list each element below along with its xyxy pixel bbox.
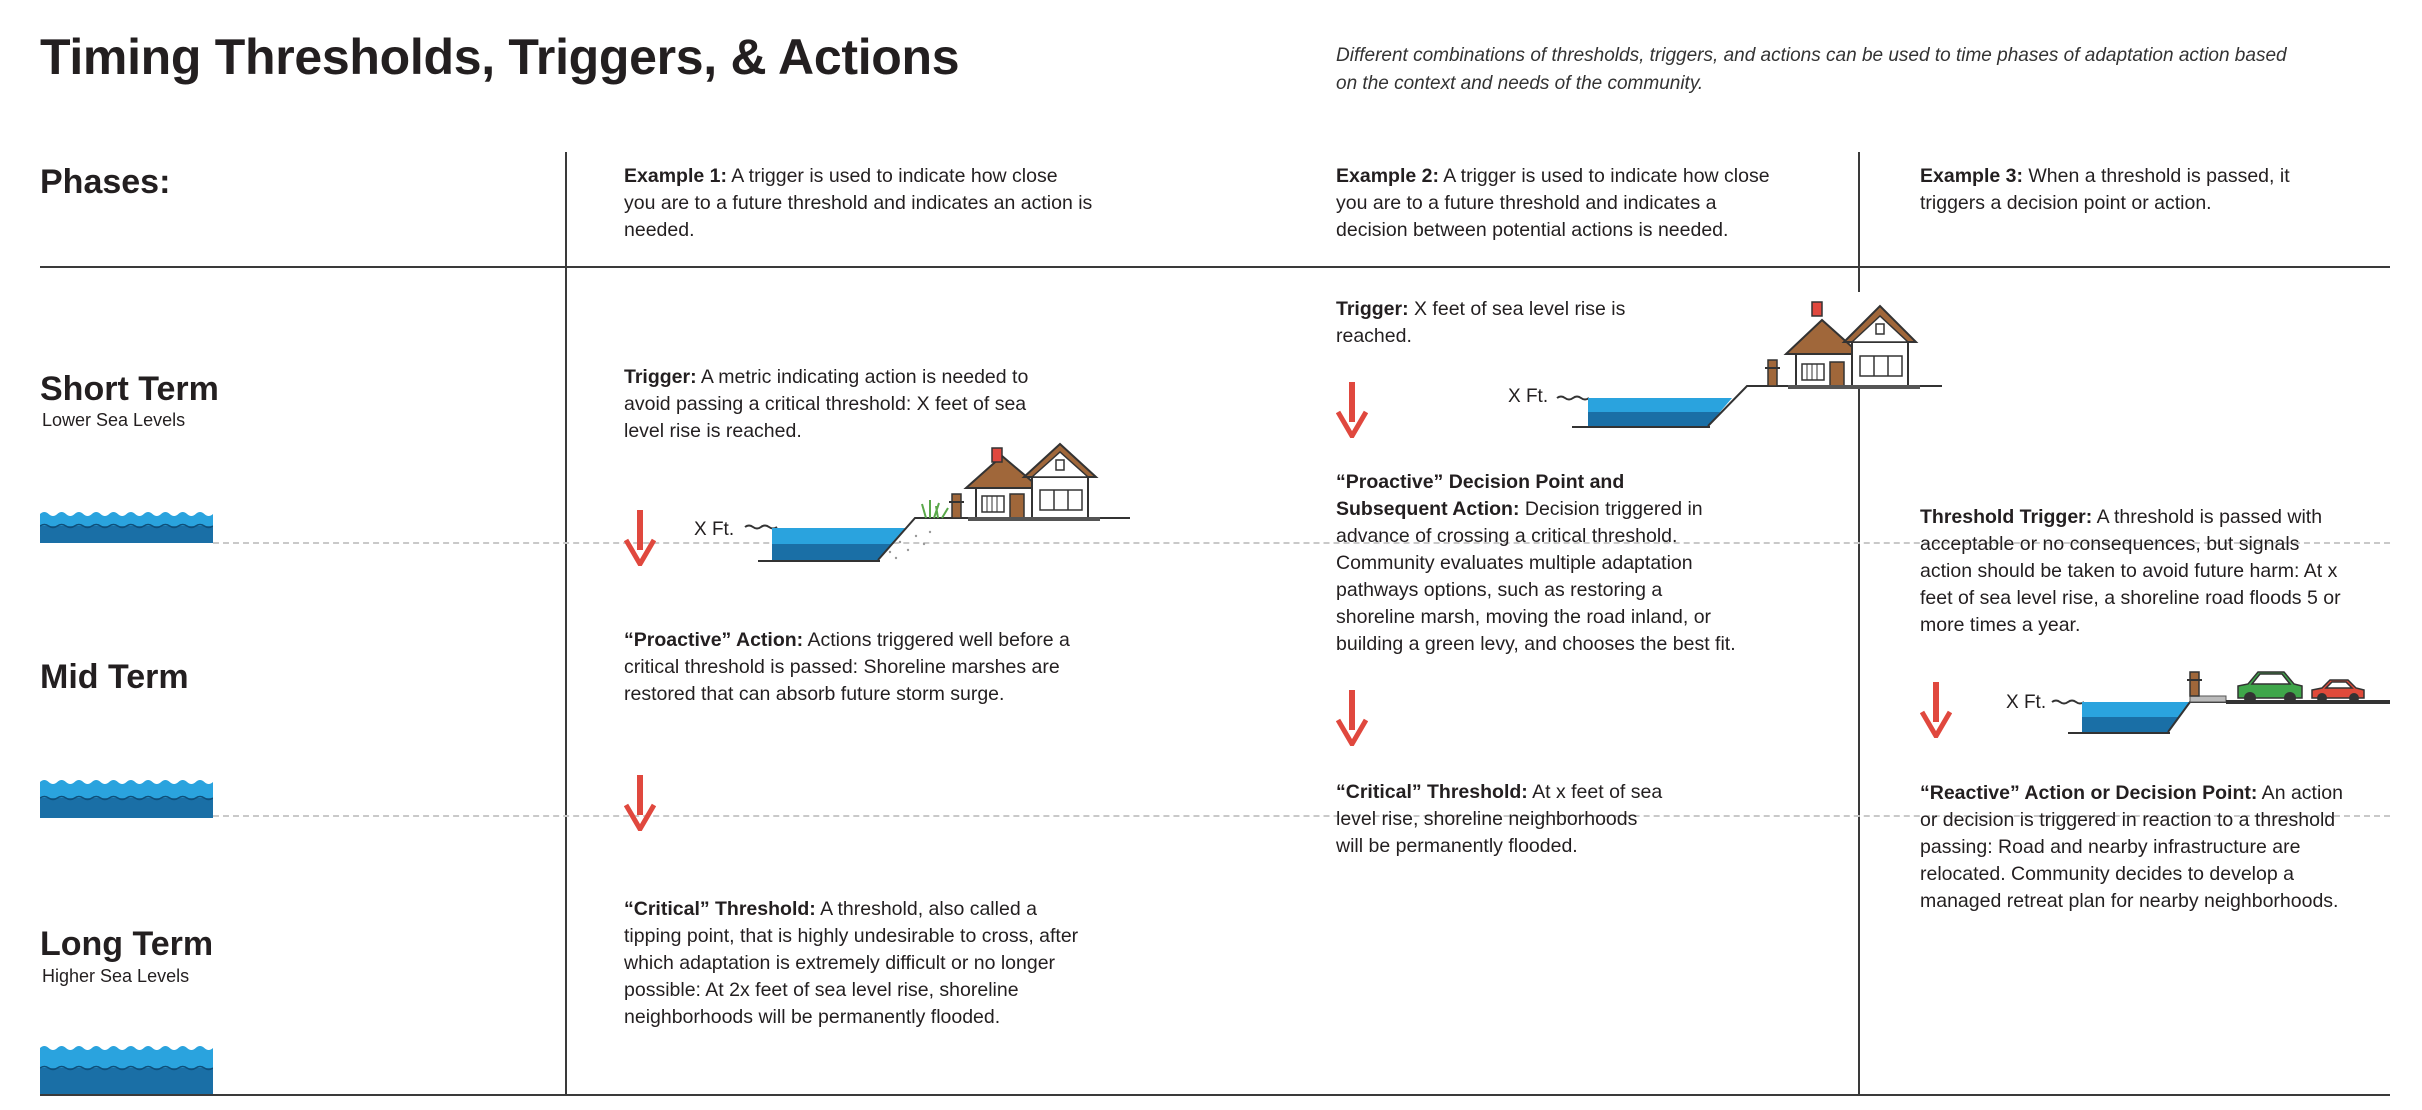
down-arrow-icon — [624, 510, 656, 566]
example1-trigger-label: Trigger: — [624, 366, 697, 388]
example2-decision-text: Decision triggered in advance of crossing a critical threshold. Community evaluates multiple adaptation pathways options, such as restoring a shoreline marsh, moving the road inland, or building a green levy, and chooses the best fit. — [1336, 498, 1736, 655]
example2-critical-label: “Critical” Threshold: — [1336, 781, 1528, 803]
example2-trigger-text: X feet of sea level rise is reached. — [1336, 298, 1626, 347]
phases-label: Phases: — [40, 163, 171, 201]
example2-header-label: Example 2: — [1336, 165, 1439, 187]
example2-trigger-label: Trigger: — [1336, 298, 1409, 320]
example2-proactive-decision — [1336, 469, 1736, 658]
phase-long-term: Long Term — [40, 925, 214, 963]
column-divider-2 — [1858, 152, 1860, 292]
water-level-high-icon — [40, 1044, 213, 1094]
example1-header-label: Example 1: — [624, 165, 727, 187]
example3-threshold-text: A threshold is passed with acceptable or no consequences, but signals action should be taken to avoid future harm: At x feet of sea level rise, a shoreline road floods 5 or more times a year. — [1920, 506, 2341, 636]
water-level-low-icon — [40, 510, 213, 543]
example3-header-label: Example 3: — [1920, 165, 2023, 187]
phase-short-term: Short Term — [40, 370, 219, 408]
example1-action-label: “Proactive” Action: — [624, 629, 804, 651]
phase-mid-term: Mid Term — [40, 658, 189, 696]
down-arrow-icon — [1336, 690, 1368, 746]
example1-shoreline-house-illustration — [740, 432, 1130, 567]
bottom-divider — [40, 1094, 2390, 1096]
down-arrow-icon — [1336, 382, 1368, 438]
example1-header — [624, 163, 1094, 244]
page-title: Timing Thresholds, Triggers, & Actions — [40, 29, 960, 85]
example3-reactive-text: An action or decision is triggered in reaction to a threshold passing: Road and nearby infrastructure are relocated. Community decides to develop a managed retreat plan for nearby neighborhoods. — [1920, 782, 2343, 912]
phase-long-term-sub: Higher Sea Levels — [42, 966, 190, 986]
example3-header — [1920, 163, 2330, 217]
example1-xft-label: X Ft. — [694, 519, 735, 540]
water-level-mid-icon — [40, 778, 213, 818]
example2-decision-label: “Proactive” Decision Point and Subsequent Action: — [1336, 471, 1625, 520]
example3-threshold-trigger — [1920, 504, 2350, 639]
example2-header — [1336, 163, 1791, 244]
example2-critical-text: At x feet of sea level rise, shoreline neighborhoods will be permanently flooded. — [1336, 781, 1663, 857]
example3-xft-label: X Ft. — [2006, 692, 2047, 713]
down-arrow-icon — [1920, 682, 1952, 738]
example1-critical-label: “Critical” Threshold: — [624, 898, 816, 920]
example1-action-text: Actions triggered well before a critical threshold is passed: Shoreline marshes are restored that can absorb future storm surge. — [624, 629, 1070, 705]
example1-trigger-text: A metric indicating action is needed to avoid passing a critical threshold: X feet of sea level rise is reached. — [624, 366, 1029, 442]
phase-short-term-sub: Lower Sea Levels — [42, 410, 186, 430]
example1-header-text: A trigger is used to indicate how close you are to a future threshold and indicates an action is needed. — [624, 165, 1093, 241]
example3-reactive-action — [1920, 780, 2360, 915]
column-divider-1 — [565, 152, 567, 1094]
column-divider-3 — [1858, 360, 1860, 1094]
example2-header-text: A trigger is used to indicate how close you are to a future threshold and indicates a decision between potential actions is needed. — [1336, 165, 1770, 241]
example1-critical-text: A threshold, also called a tipping point, that is highly undesirable to cross, after which adaptation is extremely difficult or no longer possible: At 2x feet of sea level rise, shoreline neighborhoods will be permanently flooded. — [624, 898, 1079, 1028]
example2-shoreline-house-illustration — [1552, 298, 1942, 433]
example2-critical-threshold — [1336, 779, 1666, 860]
down-arrow-icon — [624, 775, 656, 831]
example2-xft-label: X Ft. — [1508, 386, 1549, 407]
page-subtitle: Different combinations of thresholds, triggers, and actions can be used to time phases of adaptation action based on the context and needs of the community. — [1336, 45, 2287, 94]
example3-threshold-label: Threshold Trigger: — [1920, 506, 2093, 528]
header-divider — [40, 266, 2390, 268]
example3-header-text: When a threshold is passed, it triggers a decision point or action. — [1920, 165, 2290, 214]
example1-proactive-action — [624, 627, 1084, 708]
example3-reactive-label: “Reactive” Action or Decision Point: — [1920, 782, 2258, 804]
example1-critical-threshold — [624, 896, 1084, 1031]
example3-shoreline-road-illustration — [2050, 660, 2390, 740]
